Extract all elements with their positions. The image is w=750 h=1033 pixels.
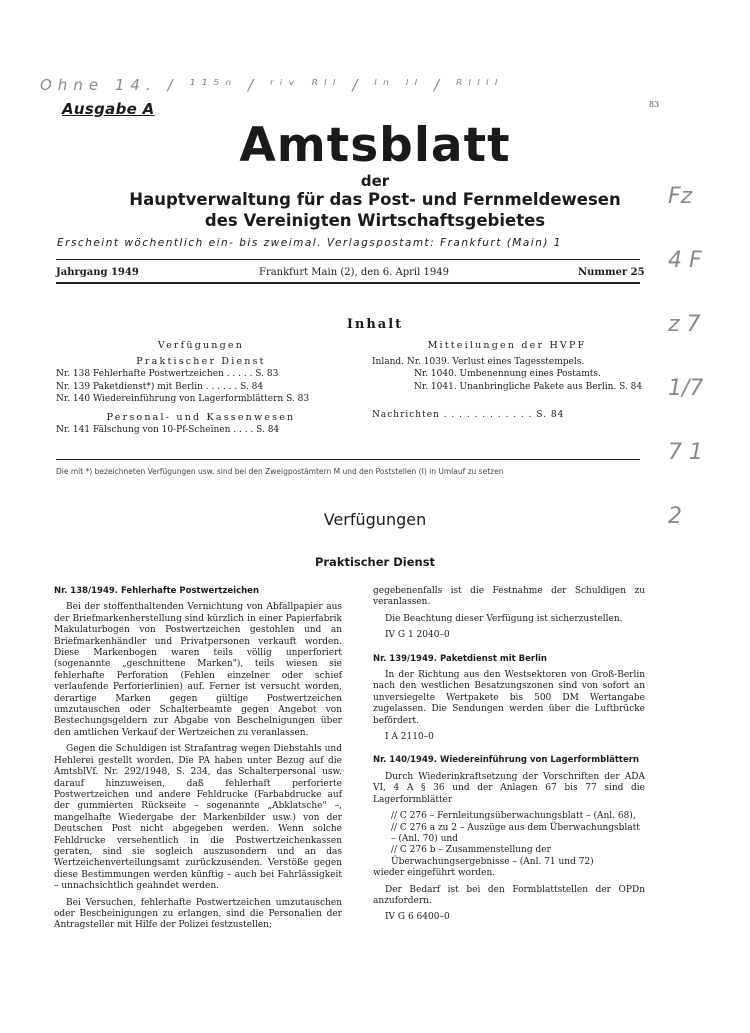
toc-entry[interactable]: Inland. Nr. 1039. Verlust eines Tagesstempels. xyxy=(372,356,585,367)
section-title: Verfügungen xyxy=(323,510,427,529)
article-paragraph: wieder eingeführt worden. xyxy=(373,868,496,879)
reference-code: I A 2110–0 xyxy=(385,732,434,743)
toc-subsection-praktischer-dienst: Praktischer Dienst xyxy=(136,355,266,367)
article-heading: Nr. 140/1949. Wiedereinführung von Lagerformblättern xyxy=(373,755,639,766)
reference-code: IV G 6 6400–0 xyxy=(385,912,450,923)
handwritten-annotation-top: Ohne 14. / ¹¹⁵ⁿ / ʳⁱᵛ ᴿᴵᴵ / ᴵⁿ ᴵᴵ / ᴿᴵᴵᴵᴵ xyxy=(40,76,504,94)
toc-subsection-personal: Personal- und Kassenwesen xyxy=(106,411,296,423)
toc-rule xyxy=(56,459,640,460)
header-rule-bottom xyxy=(56,282,640,284)
masthead-subtitle-1: Hauptverwaltung für das Post- und Fernmeldewesen xyxy=(129,190,621,209)
edition-label: Ausgabe A xyxy=(62,100,155,118)
form-list-item: // C 276 a zu 2 – Auszüge aus dem Überwachungsblatt – (Anl. 70) und xyxy=(391,822,640,844)
article-paragraph: In der Richtung aus den Westsektoren von Groß-Berlin nach den westlichen Besatzungszonen sind von sofort an unversiegelte Wertpakete bis 500 DM Wertangabe zugelassen. Die Sendungen werden über die Luftbrücke befördert. xyxy=(373,670,645,726)
toc-left xyxy=(56,340,346,437)
article-paragraph: Durch Wiederinkraftsetzung der Vorschriften der ADA VI, 4 A § 36 und der Anlagen 67 bis 77 sind die Lagerformblätter xyxy=(373,771,645,805)
masthead-der: der xyxy=(360,172,390,190)
right-column xyxy=(373,586,645,936)
toc-entry[interactable]: Nr. 140 Wiedereinführung von Lagerformblättern S. 83 xyxy=(56,394,310,404)
dateline-year: Jahrgang 1949 xyxy=(56,267,139,278)
toc-entry[interactable]: Nr. 141 Fälschung von 10-Pf-Scheinen . . . . S. 84 xyxy=(56,425,280,435)
toc-entry[interactable]: Nr. 1041. Unanbringliche Pakete aus Berlin. S. 84 xyxy=(414,381,643,392)
article-paragraph: Die Beachtung dieser Verfügung ist sicherzustellen. xyxy=(385,613,623,624)
article-heading: Nr. 139/1949. Paketdienst mit Berlin xyxy=(373,653,547,664)
handwritten-annotation-right: Fz 4 Fz 7 1/7 7 1 2 xyxy=(668,184,704,529)
form-list-item: // C 276 b – Zusammenstellung der Überwachungsergebnisse – (Anl. 71 und 72) xyxy=(391,845,594,867)
toc-heading: Inhalt xyxy=(346,317,404,332)
toc-entry[interactable]: Nr. 1040. Umbenennung eines Postamts. xyxy=(414,369,601,379)
form-list-item: // C 276 – Fernleitungsüberwachungsblatt – (Anl. 68), xyxy=(391,811,636,822)
section-subtitle: Praktischer Dienst xyxy=(314,555,436,569)
article-paragraph: gegebenenfalls ist die Festnahme der Schuldigen zu veranlassen. xyxy=(373,586,645,608)
reference-code: IV G 1 2040–0 xyxy=(385,630,450,641)
dateline-date: Frankfurt Main (2), den 6. April 1949 xyxy=(259,267,449,278)
header-rule-top xyxy=(56,259,640,260)
article-paragraph: Bei der stoffenthaltenden Vernichtung von Abfallpapier aus der Briefmarkenherstellung sind kürzlich in einer Papierfabrik Makulaturbogen von Postwertzeichen gestohlen und an Briefmarkenhändler und Privatpersonen verkauft worden. Diese Markenbogen waren teils völlig unperforiert (sogenannte „geschnittene Marken"), teils wiesen sie fehlerhafte Perforation (Fehlen einzelner oder schief verlaufende Perforierlinien) auf. Ferner ist versucht worden, derartige Marken gegen gültige Postwertzeichen umzutauschen oder Schalterbeamte gegen Angebot von Bestechungsgeldern zur Abgabe von Beschelnigungen über den amtlichen Verkauf der Wertzeichen zu veranlassen. xyxy=(54,602,342,738)
article-paragraph: Bei Versuchen, fehlerhafte Postwertzeichen umzutauschen oder Bescheinigungen zu erlangen, sind die Personalien der Antragsteller mit Hilfe der Polizei festzustellen; xyxy=(54,897,342,931)
toc-entry-news[interactable]: Nachrichten . . . . . . . . . . . . S. 84 xyxy=(372,410,565,420)
page-number: 83 xyxy=(649,100,660,109)
toc-entry[interactable]: Nr. 139 Paketdienst*) mit Berlin . . . . . . S. 84 xyxy=(56,381,264,392)
article-paragraph: Gegen die Schuldigen ist Strafantrag wegen Diebstahls und Hehlerei gestellt worden. Die PA haben unter Bezug auf die AmtsblVf. Nr. 292/1948, S. 234, das Schalterpersonal usw. darauf hinzuweisen, daß fehlerhaft perforierte Postwertzeichen und andere Fehldrucke (Farbabdrucke auf der gummierten Rückseite – sogenannte „Abklatsche" –, mangelhafte Wiedergabe der Markenbilder usw.) von der Deutschen Post nicht abgegeben werden. Wenn solche Fehldrucke versehentlich in die Postwertzeichenkassen geraten, sind sie sogleich auszusondern und an das Wertzeichenverteilungsamt zurückzusenden. Verstöße gegen diese Bestimmungen werden künftig – auch bei Fahrlässigkeit – unnachsichtlich geahndet werden. xyxy=(54,744,342,892)
masthead-subtitle-2: des Vereinigten Wirtschaftsgebietes xyxy=(204,211,546,230)
article-heading: Nr. 138/1949. Fehlerhafte Postwertzeichen xyxy=(54,586,259,596)
toc-section-mitteilungen: Mitteilungen der HVPF xyxy=(427,340,587,351)
article-paragraph: Der Bedarf ist bei den Formblattstellen der OPDn anzufordern. xyxy=(373,884,645,906)
distribution-footnote: Die mit *) bezeichneten Verfügungen usw. sind bei den Zweigpostämtern M und den Poststellen (I) in Umlauf zu setzen xyxy=(56,467,504,476)
left-column xyxy=(54,586,342,937)
publication-info: Erscheint wöchentlich ein- bis zweimal. Verlagspostamt: Frankfurt (Main) 1 xyxy=(57,237,562,249)
masthead-title: Amtsblatt xyxy=(239,118,511,173)
dateline-number: Nummer 25 xyxy=(578,267,645,278)
toc-right xyxy=(372,340,642,422)
toc-entry[interactable]: Nr. 138 Fehlerhafte Postwertzeichen . . . . . S. 83 xyxy=(56,369,279,379)
toc-section-verfuegungen: Verfügungen xyxy=(157,340,245,351)
